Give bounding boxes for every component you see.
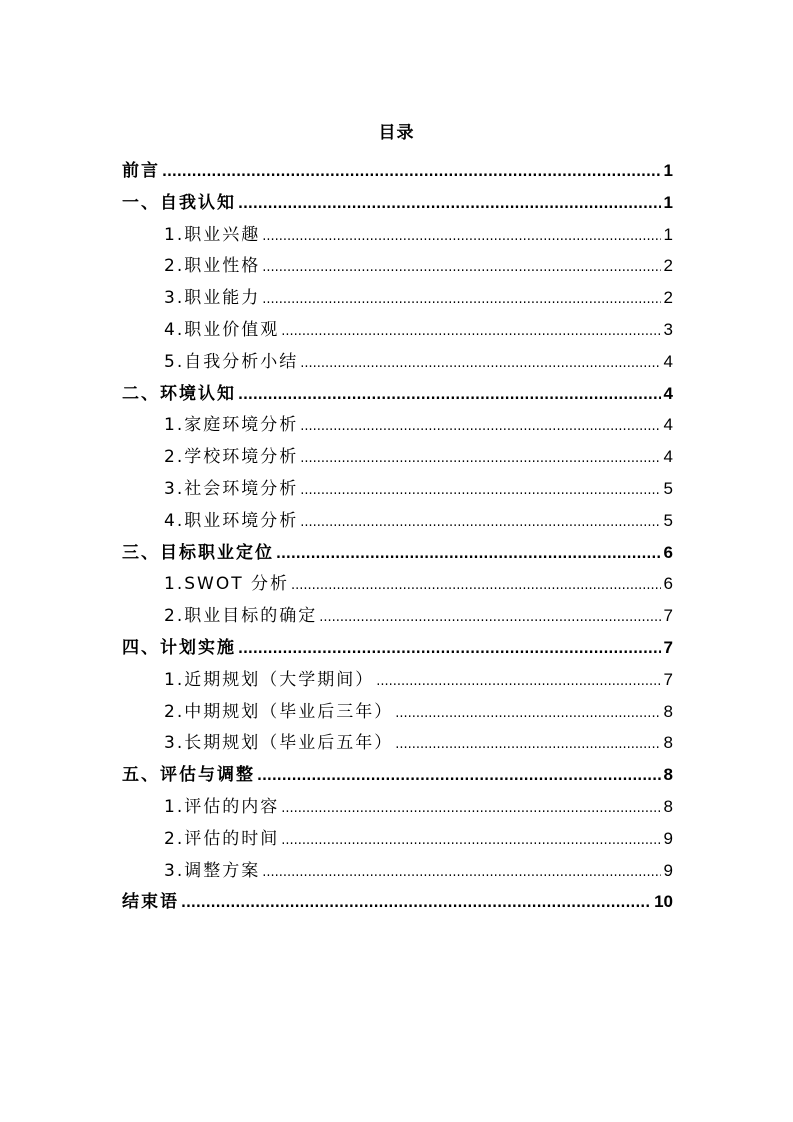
toc-entry-text: 3.社会环境分析	[164, 478, 299, 499]
toc-entry-text: 2.职业目标的确定	[164, 606, 318, 627]
toc-subentry[interactable]	[122, 409, 673, 441]
dot-leader	[257, 761, 661, 793]
toc-subentry[interactable]	[122, 696, 673, 728]
dot-leader	[238, 634, 661, 666]
toc-page-number: 5	[663, 510, 673, 530]
toc-page-number: 2	[663, 288, 673, 308]
toc-page-number: 1	[663, 192, 673, 212]
toc-subentry[interactable]	[122, 664, 673, 696]
dot-leader	[281, 316, 660, 348]
toc-entry-text: 1.家庭环境分析	[164, 415, 299, 436]
toc-page-number: 9	[663, 828, 673, 848]
toc-page-number: 6	[663, 542, 673, 562]
toc-entry-text: 5.自我分析小结	[164, 351, 299, 372]
dot-leader	[281, 825, 660, 857]
toc-page-number: 1	[663, 161, 673, 180]
toc-page-number: 8	[663, 701, 673, 721]
toc-subentry[interactable]	[122, 791, 673, 823]
toc-page-number: 7	[663, 669, 673, 689]
toc-page-number: 7	[663, 637, 673, 657]
toc-subentry[interactable]	[122, 568, 673, 600]
toc-entry-text: 3.长期规划（毕业后五年）	[164, 733, 394, 754]
dot-leader	[281, 793, 660, 825]
toc-page-number: 8	[663, 796, 673, 816]
toc-entry-text: 前言	[122, 161, 160, 181]
toc-entry-text: 五、评估与调整	[122, 765, 255, 786]
toc-entry-text: 3.调整方案	[164, 860, 261, 881]
toc-entry-text: 2.中期规划（毕业后三年）	[164, 701, 394, 722]
dot-leader	[300, 507, 660, 539]
toc-entry-text: 1.职业兴趣	[164, 224, 261, 245]
toc-page-number: 4	[663, 415, 673, 435]
toc-page-number: 2	[663, 256, 673, 276]
dot-leader	[291, 570, 661, 602]
dot-leader	[300, 475, 660, 507]
dot-leader	[376, 666, 660, 698]
dot-leader	[162, 157, 661, 189]
toc-page-number: 9	[663, 860, 673, 880]
toc-entry-text: 4.职业环境分析	[164, 510, 299, 531]
toc-subentry[interactable]	[122, 250, 673, 282]
dot-leader	[262, 252, 660, 284]
toc-entry-text: 3.职业能力	[164, 288, 261, 309]
toc-entry-text: 1.评估的内容	[164, 796, 280, 817]
toc-page-number: 7	[663, 606, 673, 626]
dot-leader	[238, 189, 661, 221]
toc-entry-text: 三、目标职业定位	[122, 542, 274, 563]
toc-entry-text: 1.SWOT 分析	[164, 574, 289, 595]
dot-leader	[276, 539, 661, 571]
toc-entry-section-5[interactable]	[122, 759, 673, 791]
dot-leader	[181, 888, 651, 920]
toc-page-number: 5	[663, 478, 673, 498]
toc-entry-text: 2.学校环境分析	[164, 447, 299, 468]
dot-leader	[238, 380, 661, 412]
toc-subentry[interactable]	[122, 282, 673, 314]
dot-leader	[300, 443, 660, 475]
dot-leader	[395, 729, 660, 761]
toc-subentry[interactable]	[122, 346, 673, 378]
toc-page-number: 8	[663, 733, 673, 753]
dot-leader	[300, 411, 660, 443]
dot-leader	[395, 698, 660, 730]
toc-entry-preface[interactable]	[122, 155, 673, 187]
toc-page-number: 10	[654, 892, 673, 912]
toc-entry-text: 2.职业性格	[164, 256, 261, 277]
toc-page-number: 1	[663, 224, 673, 244]
page-title: 目录	[378, 123, 415, 143]
toc-subentry[interactable]	[122, 219, 673, 251]
toc-page-number: 3	[663, 319, 673, 339]
toc-entry-conclusion[interactable]	[122, 886, 673, 918]
dot-leader	[319, 602, 660, 634]
toc-subentry[interactable]	[122, 823, 673, 855]
dot-leader	[262, 221, 660, 253]
toc-subentry[interactable]	[122, 600, 673, 632]
dot-leader	[262, 284, 660, 316]
toc-entry-text: 一、自我认知	[122, 192, 236, 213]
dot-leader	[262, 857, 660, 889]
dot-leader	[300, 348, 660, 380]
toc-page-number: 8	[663, 765, 673, 785]
toc-entry-text: 二、环境认知	[122, 383, 236, 404]
toc-entry-section-3[interactable]	[122, 537, 673, 569]
toc-entry-text: 4.职业价值观	[164, 319, 280, 340]
toc-subentry[interactable]	[122, 441, 673, 473]
table-of-contents	[122, 155, 673, 918]
toc-entry-section-1[interactable]	[122, 187, 673, 219]
toc-entry-text: 结束语	[122, 892, 179, 913]
toc-entry-text: 2.评估的时间	[164, 828, 280, 849]
toc-subentry[interactable]	[122, 727, 673, 759]
toc-subentry[interactable]	[122, 314, 673, 346]
toc-page-number: 4	[663, 383, 673, 403]
toc-page-number: 6	[663, 574, 673, 594]
toc-subentry[interactable]	[122, 855, 673, 887]
toc-page-number: 4	[663, 447, 673, 467]
toc-subentry[interactable]	[122, 473, 673, 505]
toc-entry-text: 四、计划实施	[122, 637, 236, 658]
toc-page-number: 4	[663, 351, 673, 371]
toc-entry-section-4[interactable]	[122, 632, 673, 664]
toc-subentry[interactable]	[122, 505, 673, 537]
toc-entry-text: 1.近期规划（大学期间）	[164, 669, 375, 690]
toc-entry-section-2[interactable]	[122, 378, 673, 410]
